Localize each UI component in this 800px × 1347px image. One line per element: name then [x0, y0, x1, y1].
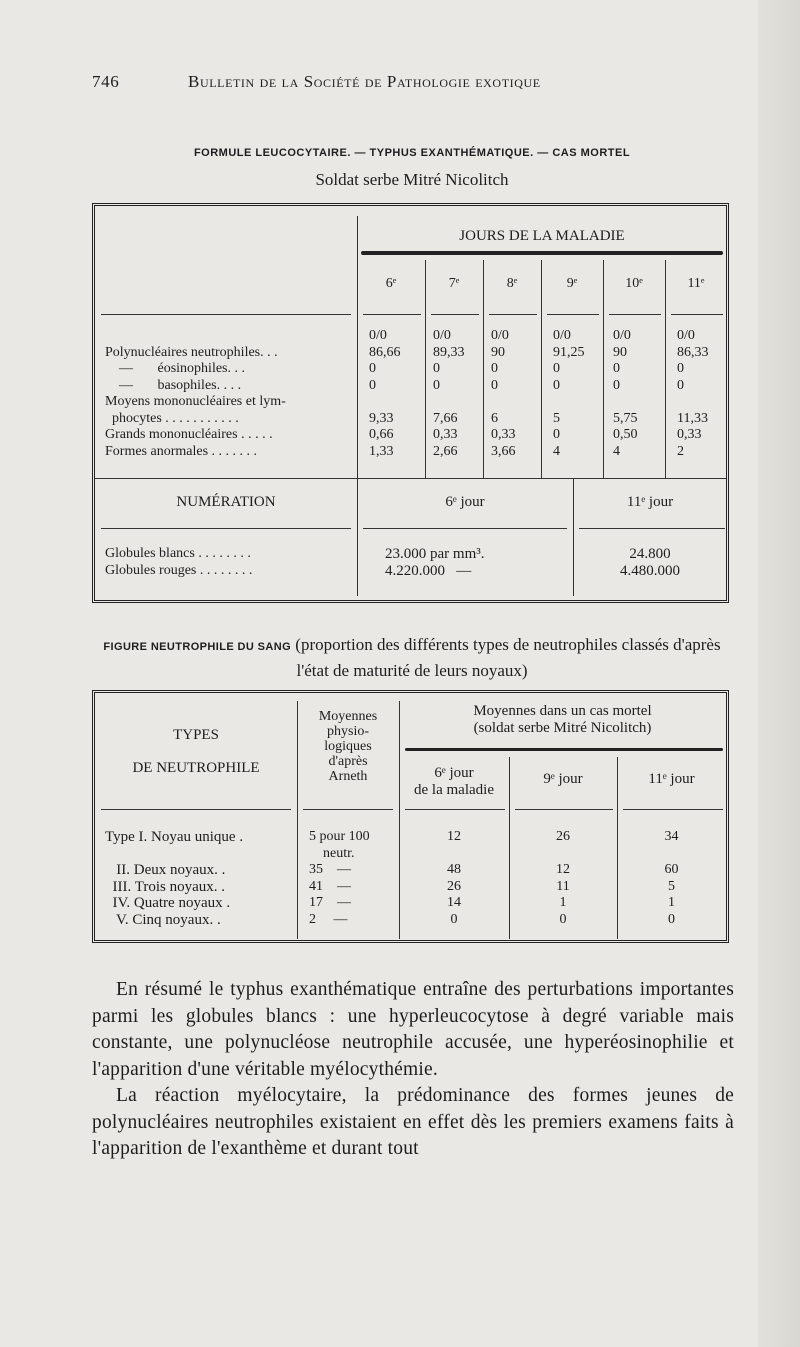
- day8-column: 0/0 90 0 0 6 0,33 3,66: [491, 328, 516, 459]
- table2-caption: [92, 633, 732, 682]
- paragraph: La réaction myélocytaire, la prédominance des formes jeunes de polynucléaires neutrophiles existaient en effet dès les premiers examens faits à l'apparition de l'exanthème et durant tout: [92, 1085, 734, 1159]
- day6-column: 0/0 86,66 0 0 9,33 0,66 1,33: [369, 328, 401, 459]
- table1-subcaption: Soldat serbe Mitré Nicolitch: [315, 170, 509, 189]
- day7-column: 0/0 89,33 0 0 7,66 0,33 2,66: [433, 328, 465, 459]
- day-header: 10ᵉ: [625, 276, 643, 291]
- day11-column: 0/0 86,33 0 0 11,33 0,33 2: [677, 328, 709, 459]
- day6-header: 6ᵉ jour de la maladie: [414, 765, 494, 798]
- numeration-day11-header: 11ᵉ jour: [626, 494, 674, 510]
- cell-type-labels: Polynucléaires neutrophiles. . . — éosinophiles. . . — basophiles. . . . Moyens mononucléaires et lym- phocytes . . . . . . . . . . . Grands mononucléaires . . . . . Formes anormales . . . . . . .: [105, 344, 286, 459]
- day-header: 8ᵉ: [506, 276, 518, 291]
- day9-header: 9ᵉ jour: [543, 771, 583, 787]
- day11-values: 34 60 5 1 0: [664, 829, 679, 927]
- numeration-day11-values: 24.800 4.480.000: [620, 546, 680, 579]
- table2-caption-smallcaps: FIGURE NEUTROPHILE DU SANG: [103, 641, 292, 653]
- day-header: 9ᵉ: [566, 276, 578, 291]
- body-text: [92, 977, 734, 1163]
- day-header: 6ᵉ: [385, 276, 397, 291]
- day9-column: 0/0 91,25 0 0 5 0 4: [553, 328, 585, 459]
- journal-title: Bulletin de la Société de Pathologie exotique: [188, 72, 541, 91]
- types-header: TYPES DE NEUTROPHILE: [132, 727, 260, 776]
- day6-values: 12 48 26 14 0: [447, 829, 461, 927]
- neutrophile-type-labels: Type I. Noyau unique . II. Deux noyaux. . III. Trois noyaux. . IV. Quatre noyaux . V. Cinq noyaux. .: [105, 829, 244, 928]
- numeration-day6-values: 23.000 par mm³. 4.220.000 —: [385, 546, 485, 579]
- table1-caption: FORMULE LEUCOCYTAIRE. — TYPHUS EXANTHÉMATIQUE. — CAS MORTEL: [193, 147, 631, 159]
- day10-column: 0/0 90 0 0 5,75 0,50 4: [613, 328, 638, 459]
- table2-caption-text: (proportion des différents types de neutrophiles classés d'après l'état de maturité de leurs noyaux): [295, 635, 721, 680]
- neutrophile-figure-table: [92, 690, 729, 943]
- days-group-header: JOURS DE LA MALADIE: [459, 228, 625, 244]
- day9-values: 26 12 11 1 0: [556, 829, 570, 927]
- arneth-values: 5 pour 100 neutr. 35 — 41 — 17 — 2 —: [309, 829, 370, 927]
- leucocyte-formula-table: [92, 203, 729, 603]
- numeration-label: NUMÉRATION: [176, 494, 276, 510]
- page-edge: [758, 0, 800, 1347]
- numeration-day6-header: 6ᵉ jour: [445, 494, 485, 510]
- globule-labels: Globules blancs . . . . . . . . Globules rouges . . . . . . . .: [105, 546, 253, 578]
- mortal-case-header: Moyennes dans un cas mortel (soldat serbe Mitré Nicolitch): [473, 703, 652, 736]
- arneth-header: Moyennes physio- logiques d'après Arneth: [318, 709, 378, 784]
- page-number: 746: [92, 72, 120, 91]
- paragraph: En résumé le typhus exanthématique entraîne des perturbations importantes parmi les globules blancs : une hyperleucocytose à degré variable mais constante, une polynucléose neutrophile accusée, une hyperéosinophilie et l'apparition d'une véritable myélocythémie.: [92, 979, 734, 1080]
- day-header: 7ᵉ: [448, 276, 460, 291]
- day-header: 11ᵉ: [687, 276, 705, 291]
- day11-header: 11ᵉ jour: [648, 771, 695, 787]
